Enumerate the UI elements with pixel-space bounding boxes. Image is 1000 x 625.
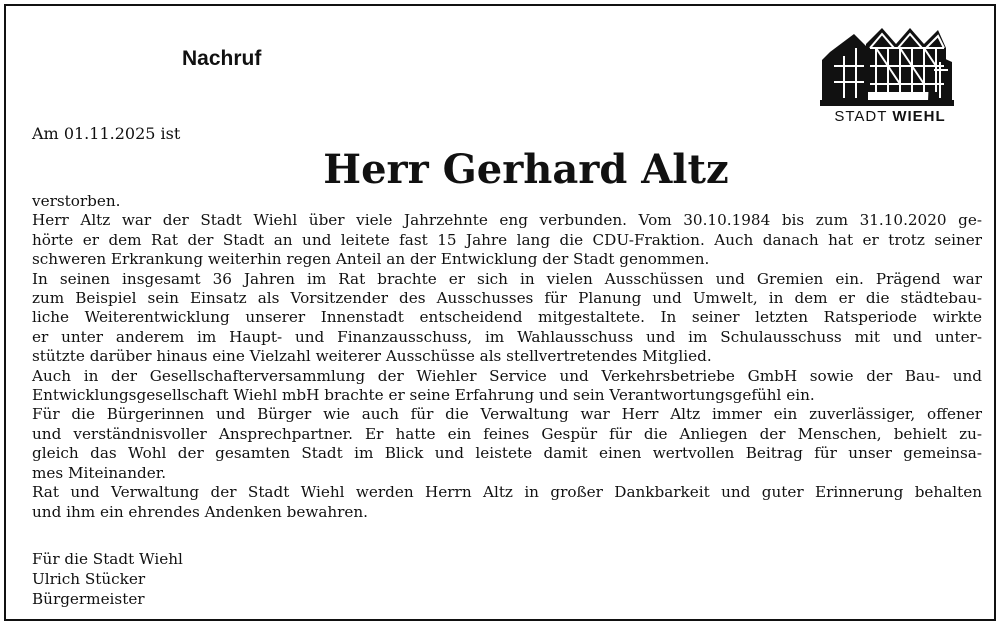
body-line: zum Beispiel sein Einsatz als Vorsitzender des Ausschusses für Planung und Umwelt, in dem er die städtebau- <box>32 289 982 308</box>
body-line: Rat und Verwaltung der Stadt Wiehl werden Herrn Altz in großer Dankbarkeit und guter Erinnerung behalten <box>32 483 982 502</box>
signature-line: Für die Stadt Wiehl <box>32 550 183 568</box>
body-line: verstorben. <box>32 192 121 210</box>
body-line: Für die Bürgerinnen und Bürger wie auch für die Verwaltung war Herr Altz immer ein zuverlässiger, offener <box>32 405 982 424</box>
half-timbered-house-icon <box>820 26 960 108</box>
body-line: Herr Altz war der Stadt Wiehl über viele Jahrzehnte eng verbunden. Vom 30.10.1984 bis zum 31.10.2020 ge- <box>32 211 982 230</box>
body-line: er unter anderem im Haupt- und Finanzausschuss, im Wahlausschuss und im Schulausschuss mit und unter- <box>32 327 982 346</box>
notice-body <box>32 192 982 522</box>
signature-block <box>32 549 183 609</box>
date-line: Am 01.11.2025 ist <box>32 124 181 143</box>
notice-heading: Nachruf <box>182 47 262 70</box>
obituary-notice <box>4 4 996 621</box>
logo-text-bold: WIEHL <box>892 108 946 125</box>
body-line: liche Weiterentwicklung unserer Innenstadt entscheidend mitgestaltete. In seiner letzten Ratsperiode wirkte <box>32 308 982 327</box>
signer-title: Bürgermeister <box>32 590 145 608</box>
signer-name: Ulrich Stücker <box>32 570 146 588</box>
deceased-name: Herr Gerhard Altz <box>323 146 729 193</box>
body-line: stützte darüber hinaus eine Vielzahl weiterer Ausschüsse als stellvertretendes Mitglied. <box>32 347 712 366</box>
body-line: hörte er dem Rat der Stadt an und leitete fast 15 Jahre lang die CDU-Fraktion. Auch danach hat er trotz seiner <box>32 230 982 249</box>
logo-text <box>820 108 960 125</box>
body-line: und ihm ein ehrendes Andenken bewahren. <box>32 502 369 521</box>
body-line: Auch in der Gesellschafterversammlung der Wiehler Service und Verkehrsbetriebe GmbH sowie der Bau- und <box>32 366 982 385</box>
body-line: Entwicklungsgesellschaft Wiehl mbH brachte er seine Erfahrung und sein Verantwortungsgefühl ein. <box>32 386 815 405</box>
city-logo <box>820 26 960 130</box>
logo-text-light: STADT <box>834 108 893 125</box>
body-line: und verständnisvoller Ansprechpartner. Er hatte ein feines Gespür für die Anliegen der Menschen, behielt zu- <box>32 424 982 443</box>
body-line: gleich das Wohl der gesamten Stadt im Blick und leistete damit einen wertvollen Beitrag für unser gemeinsa- <box>32 444 982 463</box>
body-line: In seinen insgesamt 36 Jahren im Rat brachte er sich in vielen Ausschüssen und Gremien ein. Prägend war <box>32 269 982 288</box>
body-line: schweren Erkrankung weiterhin regen Anteil an der Entwicklung der Stadt genommen. <box>32 250 710 269</box>
body-line: mes Miteinander. <box>32 463 167 482</box>
